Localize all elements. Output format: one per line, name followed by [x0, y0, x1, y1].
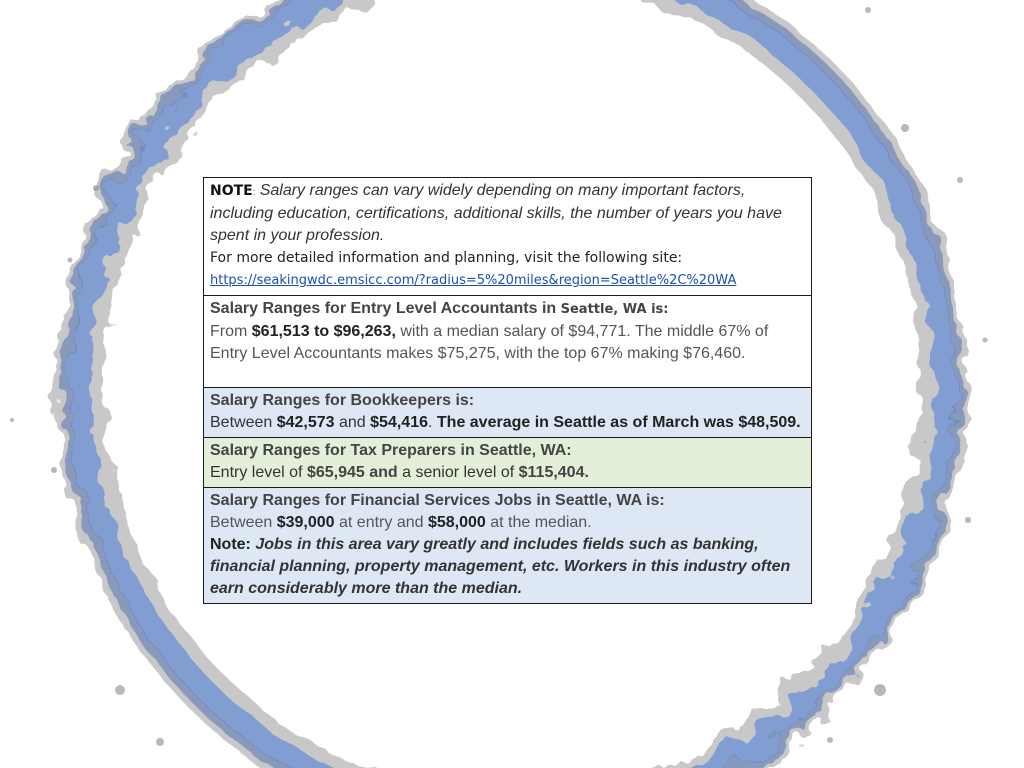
- bookkeepers-high: $54,416: [370, 414, 428, 431]
- salary-info-table: [203, 177, 812, 604]
- entry-level-from: From: [210, 323, 252, 340]
- entry-level-body: with a median salary of $94,771. The middle 67% of Entry Level Accountants makes $75,275, with the top 67% making $76,460.: [210, 323, 769, 362]
- finance-between: Between: [210, 514, 277, 531]
- note-disclaimer: Salary ranges can vary widely depending on many important factors, including education, certifications, additional skills, the number of years you have spent in your profession.: [210, 182, 782, 244]
- tax-entry-label: Entry level of: [210, 464, 307, 481]
- finance-note-label: Note:: [210, 536, 256, 553]
- bookkeepers-between: Between: [210, 414, 277, 431]
- tax-senior-value: $115,404.: [518, 464, 589, 481]
- tax-entry-value: $65,945 and: [306, 464, 398, 481]
- tax-preparers-row: [204, 438, 812, 488]
- finance-note-text: Jobs in this area vary greatly and includes fields such as banking, financial planning, property management, etc. Workers in this industry often earn considerably more than the median.: [210, 536, 791, 597]
- tax-preparers-heading: Salary Ranges for Tax Preparers in Seattle, WA:: [210, 442, 572, 459]
- bookkeepers-low: $42,573: [276, 414, 335, 431]
- tax-preparers-cell: [204, 438, 812, 488]
- tax-senior-label: a senior level of: [397, 464, 519, 481]
- finance-entry-label: at entry and: [334, 514, 428, 531]
- entry-level-cell: [204, 296, 812, 388]
- entry-level-heading-city: Seattle, WA is:: [560, 302, 669, 317]
- note-label: NOTE: [210, 183, 253, 199]
- finance-median-label: at the median.: [485, 514, 592, 531]
- note-cell: [204, 178, 812, 296]
- entry-level-row: [204, 296, 812, 388]
- emsi-link[interactable]: https://seakingwdc.emsicc.com/?radius=5%20miles&region=Seattle%2C%20WA: [210, 273, 737, 288]
- financial-services-heading: Salary Ranges for Financial Services Jobs in Seattle, WA is:: [210, 492, 665, 509]
- financial-services-cell: [204, 488, 812, 604]
- note-colon: :: [252, 187, 256, 197]
- note-row: [204, 178, 812, 296]
- entry-level-range: $61,513 to $96,263,: [251, 323, 396, 340]
- bookkeepers-heading: Salary Ranges for Bookkeepers is:: [210, 392, 475, 409]
- bookkeepers-period: .: [428, 414, 437, 431]
- financial-services-row: [204, 488, 812, 604]
- bookkeepers-cell: [204, 388, 812, 438]
- finance-entry-value: $39,000: [276, 514, 335, 531]
- more-info-text: For more detailed information and planning, visit the following site:: [210, 250, 683, 266]
- bookkeepers-row: [204, 388, 812, 438]
- bookkeepers-and: and: [334, 414, 371, 431]
- bookkeepers-average: The average in Seattle as of March was $48,509.: [436, 414, 801, 431]
- finance-median-value: $58,000: [427, 514, 486, 531]
- entry-level-heading: Salary Ranges for Entry Level Accountants in: [210, 300, 561, 317]
